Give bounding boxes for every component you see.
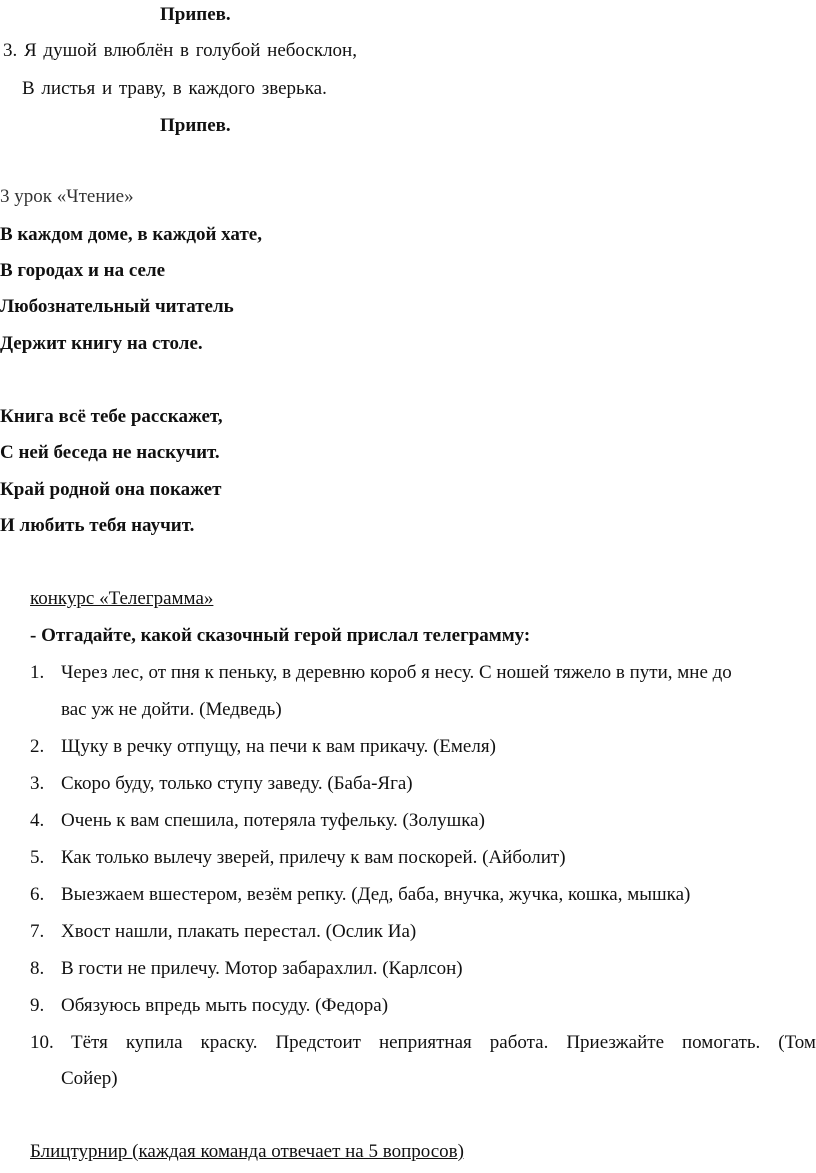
list-number: 4. (30, 810, 45, 831)
list-item: Очень к вам спешила, потеряла туфельку. (Золушка) (61, 810, 485, 831)
telegram-heading: конкурс «Телеграмма» (30, 588, 214, 609)
poem-line: Край родной она покажет (0, 479, 222, 500)
list-number: 2. (30, 736, 45, 757)
blitz-heading: Блицтурнир (каждая команда отвечает на 5 вопросов) (30, 1141, 464, 1162)
verse3-line1: 3. Я душой влюблён в голубой небосклон, (3, 40, 357, 61)
poem-line: Любознательный читатель (0, 296, 234, 317)
list-number: 9. (30, 995, 45, 1016)
poem-line: В каждом доме, в каждой хате, (0, 224, 262, 245)
refrain-heading-2: Припев. (160, 115, 231, 136)
poem-line: И любить тебя научит. (0, 515, 195, 536)
list-item: В гости не прилечу. Мотор забарахлил. (Карлсон) (61, 958, 463, 979)
list-item: Скоро буду, только ступу заведу. (Баба-Яга) (61, 773, 413, 794)
poem-line: Держит книгу на столе. (0, 333, 203, 354)
list-item: Хвост нашли, плакать перестал. (Ослик Иа) (61, 921, 417, 942)
list-number: 7. (30, 921, 45, 942)
list-item-justified (71, 1032, 816, 1054)
list-number: 3. (30, 773, 45, 794)
list-number: 5. (30, 847, 45, 868)
telegram-prompt: - Отгадайте, какой сказочный герой прислал телеграмму: (30, 625, 531, 646)
list-item: Выезжаем вшестером, везём репку. (Дед, баба, внучка, жучка, кошка, мышка) (61, 884, 691, 905)
word: купила (125, 1032, 183, 1053)
word: Тётя (71, 1032, 108, 1053)
list-item-continuation: Сойер) (61, 1068, 118, 1089)
poem-line: С ней беседа не наскучит. (0, 442, 220, 463)
list-item: Как только вылечу зверей, прилечу к вам поскорей. (Айболит) (61, 847, 566, 868)
word: работа. (489, 1032, 549, 1053)
word: неприятная (378, 1032, 472, 1053)
list-item: Через лес, от пня к пеньку, в деревню короб я несу. С ношей тяжело в пути, мне до (61, 662, 732, 683)
word: Предстоит (275, 1032, 361, 1053)
list-number: 10. (30, 1032, 54, 1053)
list-number: 6. (30, 884, 45, 905)
list-item: Обязуюсь впредь мыть посуду. (Федора) (61, 995, 389, 1016)
list-number: 1. (30, 662, 45, 683)
reading-heading: 3 урок «Чтение» (0, 186, 134, 207)
poem-line: В городах и на селе (0, 260, 166, 281)
refrain-heading-1: Припев. (160, 4, 231, 25)
word: Приезжайте (566, 1032, 665, 1053)
poem-line: Книга всё тебе расскажет, (0, 406, 223, 427)
list-item: Щуку в речку отпущу, на печи к вам прикачу. (Емеля) (61, 736, 496, 757)
word: краску. (200, 1032, 258, 1053)
word: (Том (778, 1032, 816, 1053)
word: помогать. (682, 1032, 761, 1053)
verse3-line2: В листья и траву, в каждого зверька. (22, 78, 327, 99)
list-number: 8. (30, 958, 45, 979)
list-item-continuation: вас уж не дойти. (Медведь) (61, 699, 282, 720)
